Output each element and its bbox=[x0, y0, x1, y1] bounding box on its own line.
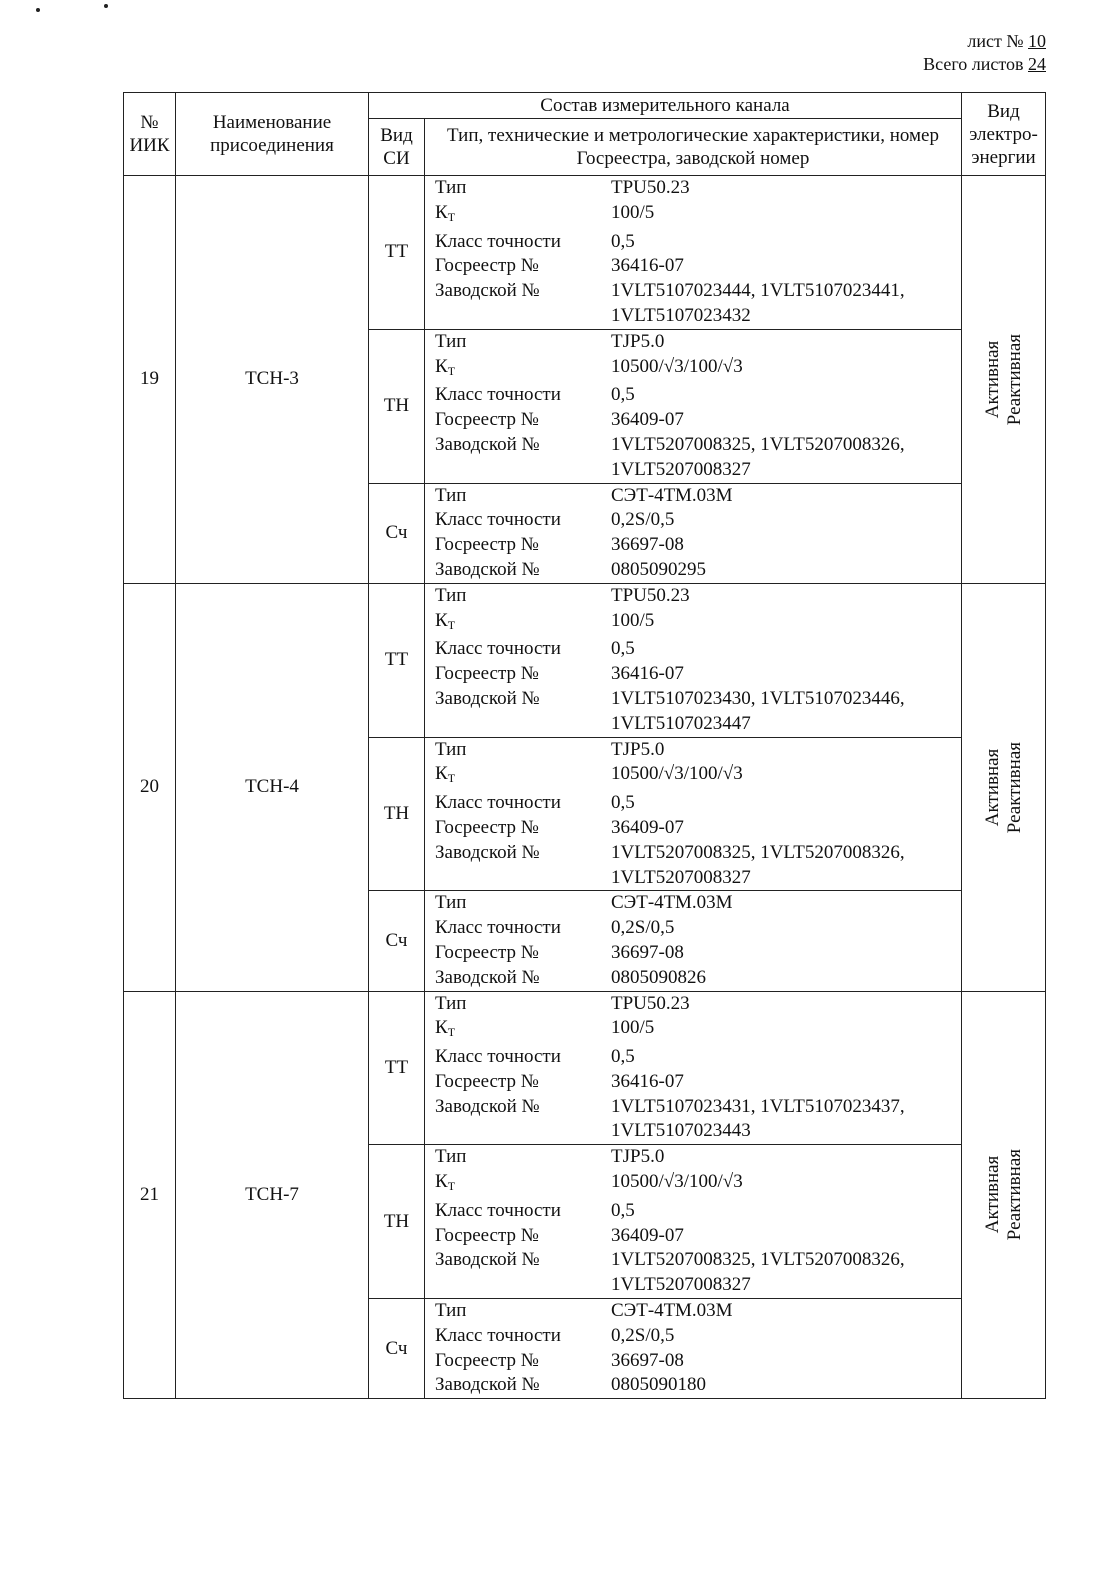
value-registry: 36697-08 bbox=[611, 534, 684, 556]
label-type: Тип bbox=[435, 330, 467, 352]
col-composition-header: Состав измерительного канала bbox=[369, 93, 962, 119]
sheet-number-line bbox=[923, 30, 1046, 53]
energy-kind bbox=[962, 991, 1046, 1399]
tn-details bbox=[425, 1145, 962, 1299]
col-name-header: Наименование присоединения bbox=[176, 93, 369, 176]
value-type: СЭТ-4ТМ.03М bbox=[611, 1300, 733, 1322]
label-registry: Госреестр № bbox=[435, 1224, 539, 1246]
label-serial: Заводской № bbox=[435, 433, 540, 455]
value-serial: 1VLT5107023444, 1VLT5107023441, bbox=[611, 280, 905, 302]
connection-name: ТСН-4 bbox=[176, 583, 369, 991]
value-accuracy: 0,5 bbox=[611, 230, 635, 252]
col-num-header: № ИИК bbox=[124, 93, 176, 176]
scan-dot-left bbox=[36, 8, 40, 12]
label-accuracy: Класс точности bbox=[435, 509, 561, 531]
value-accuracy: 0,2S/0,5 bbox=[611, 917, 675, 939]
label-kt: $К_Т$ bbox=[435, 201, 456, 224]
label-type: Тип bbox=[435, 1146, 467, 1168]
label-kt: $К_Т$ bbox=[435, 1017, 456, 1040]
label-type: Тип bbox=[435, 484, 467, 506]
col-details-header: Тип, технические и метрологические характеристики, номер Госреестра, заводской номер bbox=[425, 119, 962, 176]
value-accuracy: 0,5 bbox=[611, 1046, 635, 1068]
value-kt: 100/5 bbox=[611, 609, 655, 631]
value-type: СЭТ-4ТМ.03М bbox=[611, 892, 733, 914]
label-registry: Госреестр № bbox=[435, 409, 539, 431]
value-serial-cont: 1VLT5107023432 bbox=[611, 304, 751, 326]
tt-details bbox=[425, 991, 962, 1145]
sch-details bbox=[425, 1299, 962, 1399]
table-row bbox=[124, 991, 1046, 1145]
connection-name: ТСН-3 bbox=[176, 176, 369, 584]
label-serial: Заводской № bbox=[435, 687, 540, 709]
sheet-label: лист № bbox=[967, 31, 1024, 51]
value-type: TPU50.23 bbox=[611, 177, 690, 198]
label-accuracy: Класс точности bbox=[435, 917, 561, 939]
value-serial-cont: 1VLT5107023447 bbox=[611, 712, 751, 734]
tn-details bbox=[425, 737, 962, 891]
value-type: TJP5.0 bbox=[611, 738, 665, 760]
value-registry: 36697-08 bbox=[611, 941, 684, 963]
label-type: Тип bbox=[435, 584, 467, 606]
label-registry: Госреестр № bbox=[435, 816, 539, 838]
value-serial: 1VLT5107023431, 1VLT5107023437, bbox=[611, 1095, 905, 1117]
sch-details bbox=[425, 891, 962, 991]
value-type: TJP5.0 bbox=[611, 1146, 665, 1168]
col-kind-header: Вид СИ bbox=[369, 119, 425, 176]
label-accuracy: Класс точности bbox=[435, 1324, 561, 1346]
label-type: Тип bbox=[435, 992, 467, 1014]
label-registry: Госреестр № bbox=[435, 255, 539, 277]
value-kt: 100/5 bbox=[611, 1017, 655, 1039]
value-kt: 10500/√3/100/√3 bbox=[611, 1171, 743, 1193]
energy-kind bbox=[962, 176, 1046, 584]
label-serial: Заводской № bbox=[435, 1249, 540, 1271]
label-accuracy: Класс точности bbox=[435, 1199, 561, 1221]
label-accuracy: Класс точности bbox=[435, 384, 561, 406]
label-serial: Заводской № bbox=[435, 280, 540, 302]
kind-sch: Сч bbox=[369, 483, 425, 583]
total-number: 24 bbox=[1028, 54, 1046, 74]
value-type: СЭТ-4ТМ.03М bbox=[611, 484, 733, 506]
kind-tn: ТН bbox=[369, 737, 425, 891]
kind-tt: ТТ bbox=[369, 991, 425, 1145]
label-serial: Заводской № bbox=[435, 841, 540, 863]
value-serial: 0805090180 bbox=[611, 1374, 706, 1396]
value-accuracy: 0,5 bbox=[611, 792, 635, 814]
total-sheets-line bbox=[923, 53, 1046, 76]
tt-details bbox=[425, 583, 962, 737]
energy-reactive: Реактивная bbox=[1003, 1149, 1025, 1241]
value-accuracy: 0,5 bbox=[611, 1199, 635, 1221]
sch-details bbox=[425, 483, 962, 583]
value-serial: 0805090295 bbox=[611, 558, 706, 580]
kind-sch: Сч bbox=[369, 891, 425, 991]
value-registry: 36416-07 bbox=[611, 255, 684, 277]
header-row-1 bbox=[124, 93, 1046, 119]
label-type: Тип bbox=[435, 177, 467, 198]
label-kt: $К_Т$ bbox=[435, 609, 456, 632]
value-serial: 1VLT5207008325, 1VLT5207008326, bbox=[611, 1249, 905, 1271]
iik-number: 20 bbox=[124, 583, 176, 991]
label-type: Тип bbox=[435, 738, 467, 760]
tn-details bbox=[425, 329, 962, 483]
label-kt: $К_Т$ bbox=[435, 355, 456, 378]
value-kt: 10500/√3/100/√3 bbox=[611, 355, 743, 377]
value-serial: 1VLT5207008325, 1VLT5207008326, bbox=[611, 841, 905, 863]
connection-name: ТСН-7 bbox=[176, 991, 369, 1399]
value-accuracy: 0,5 bbox=[611, 384, 635, 406]
value-registry: 36416-07 bbox=[611, 663, 684, 685]
table-row bbox=[124, 176, 1046, 330]
label-serial: Заводской № bbox=[435, 558, 540, 580]
value-registry: 36697-08 bbox=[611, 1349, 684, 1371]
label-registry: Госреестр № bbox=[435, 1349, 539, 1371]
value-accuracy: 0,5 bbox=[611, 638, 635, 660]
label-accuracy: Класс точности bbox=[435, 1046, 561, 1068]
sheet-number: 10 bbox=[1028, 31, 1046, 51]
value-serial: 1VLT5107023430, 1VLT5107023446, bbox=[611, 687, 905, 709]
value-type: TJP5.0 bbox=[611, 330, 665, 352]
value-registry: 36409-07 bbox=[611, 1224, 684, 1246]
value-serial-cont: 1VLT5207008327 bbox=[611, 458, 751, 480]
label-registry: Госреестр № bbox=[435, 663, 539, 685]
label-serial: Заводской № bbox=[435, 1095, 540, 1117]
value-kt: 10500/√3/100/√3 bbox=[611, 763, 743, 785]
iik-number: 21 bbox=[124, 991, 176, 1399]
value-serial-cont: 1VLT5207008327 bbox=[611, 1274, 751, 1296]
total-label: Всего листов bbox=[923, 54, 1024, 74]
energy-active: Активная bbox=[981, 748, 1003, 826]
value-serial: 1VLT5207008325, 1VLT5207008326, bbox=[611, 433, 905, 455]
table-row bbox=[124, 583, 1046, 737]
label-accuracy: Класс точности bbox=[435, 792, 561, 814]
value-kt: 100/5 bbox=[611, 201, 655, 223]
value-registry: 36409-07 bbox=[611, 816, 684, 838]
value-accuracy: 0,2S/0,5 bbox=[611, 509, 675, 531]
kind-tn: ТН bbox=[369, 329, 425, 483]
label-registry: Госреестр № bbox=[435, 534, 539, 556]
label-kt: $К_Т$ bbox=[435, 763, 456, 786]
kind-sch: Сч bbox=[369, 1299, 425, 1399]
label-accuracy: Класс точности bbox=[435, 230, 561, 252]
label-kt: $К_Т$ bbox=[435, 1171, 456, 1194]
col-energy-header: Вид электро-энергии bbox=[962, 93, 1046, 176]
label-registry: Госреестр № bbox=[435, 941, 539, 963]
label-serial: Заводской № bbox=[435, 1374, 540, 1396]
energy-kind bbox=[962, 583, 1046, 991]
kind-tt: ТТ bbox=[369, 583, 425, 737]
value-registry: 36409-07 bbox=[611, 409, 684, 431]
label-type: Тип bbox=[435, 1300, 467, 1322]
label-accuracy: Класс точности bbox=[435, 638, 561, 660]
value-serial-cont: 1VLT5207008327 bbox=[611, 866, 751, 888]
label-serial: Заводской № bbox=[435, 966, 540, 988]
table-body bbox=[124, 176, 1046, 1399]
iik-number: 19 bbox=[124, 176, 176, 584]
energy-reactive: Реактивная bbox=[1003, 741, 1025, 833]
value-registry: 36416-07 bbox=[611, 1070, 684, 1092]
measurement-channels-table bbox=[123, 92, 1046, 1399]
energy-active: Активная bbox=[981, 340, 1003, 419]
label-type: Тип bbox=[435, 892, 467, 914]
label-registry: Госреестр № bbox=[435, 1070, 539, 1092]
value-type: TPU50.23 bbox=[611, 992, 690, 1014]
scan-dot-right bbox=[104, 4, 108, 8]
value-type: TPU50.23 bbox=[611, 584, 690, 606]
tt-details bbox=[425, 176, 962, 330]
value-serial: 0805090826 bbox=[611, 966, 706, 988]
energy-active: Активная bbox=[981, 1156, 1003, 1234]
kind-tt: ТТ bbox=[369, 176, 425, 330]
sheet-info bbox=[923, 30, 1046, 76]
value-serial-cont: 1VLT5107023443 bbox=[611, 1120, 751, 1142]
value-accuracy: 0,2S/0,5 bbox=[611, 1324, 675, 1346]
energy-reactive: Реактивная bbox=[1003, 333, 1025, 425]
kind-tn: ТН bbox=[369, 1145, 425, 1299]
